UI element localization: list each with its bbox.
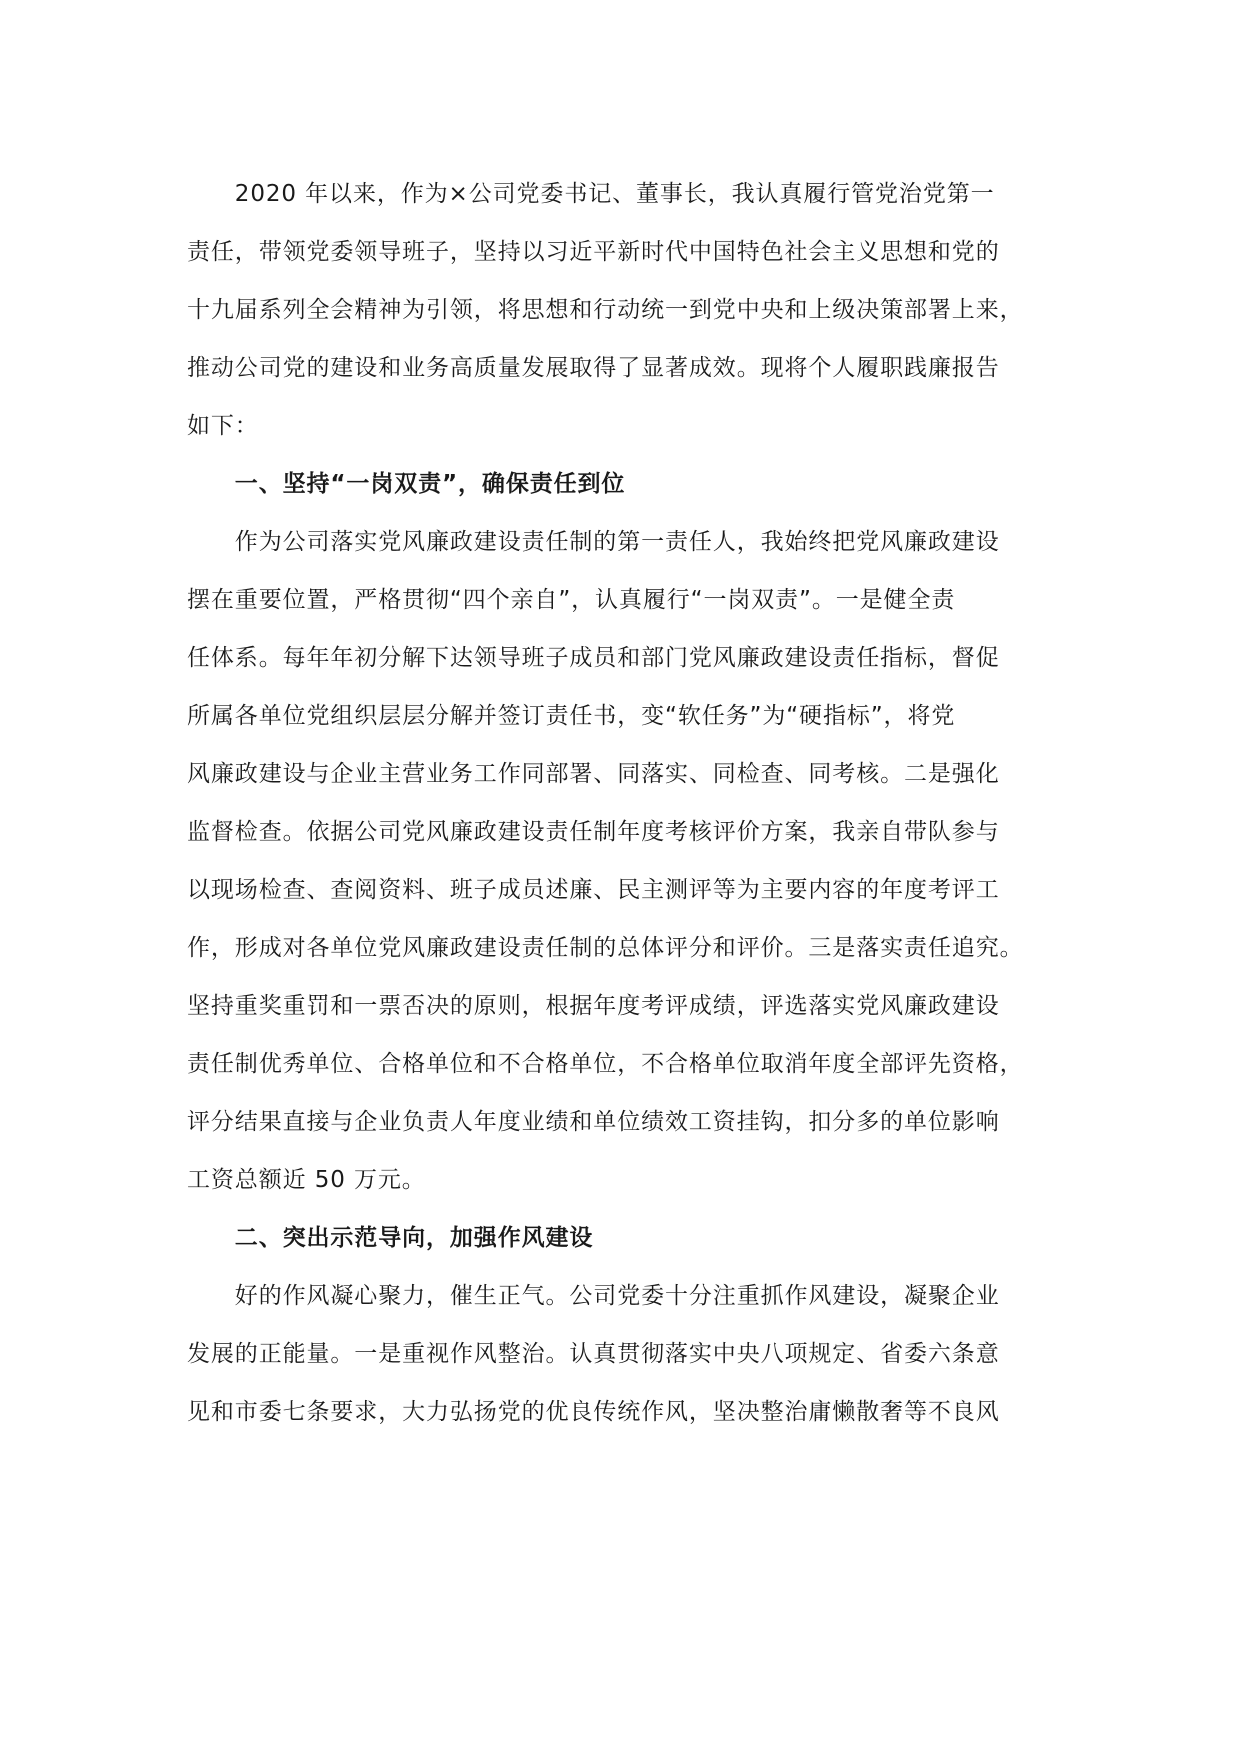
paragraph-line: 作，形成对各单位党风廉政建设责任制的总体评分和评价。三是落实责任追究。 xyxy=(187,935,1024,961)
paragraph-line: 风廉政建设与企业主营业务工作同部署、同落实、同检查、同考核。二是强化 xyxy=(187,761,1000,787)
paragraph-line: 见和市委七条要求，大力弘扬党的优良传统作风，坚决整治庸懒散奢等不良风 xyxy=(187,1399,1000,1425)
section-heading-2: 二、突出示范导向，加强作风建设 xyxy=(187,1225,594,1251)
paragraph-line: 监督检查。依据公司党风廉政建设责任制年度考核评价方案，我亲自带队参与 xyxy=(187,819,1000,845)
paragraph-line: 推动公司党的建设和业务高质量发展取得了显著成效。现将个人履职践廉报告 xyxy=(187,355,1000,381)
paragraph-line: 责任，带领党委领导班子，坚持以习近平新时代中国特色社会主义思想和党的 xyxy=(187,239,1000,265)
paragraph-line: 好的作风凝心聚力，催生正气。公司党委十分注重抓作风建设，凝聚企业 xyxy=(187,1283,1000,1309)
paragraph-line: 如下： xyxy=(187,413,259,439)
paragraph-line: 责任制优秀单位、合格单位和不合格单位，不合格单位取消年度全部评先资格， xyxy=(187,1051,1024,1077)
paragraph-line: 摆在重要位置，严格贯彻“四个亲自”，认真履行“一岗双责”。一是健全责 xyxy=(187,587,956,613)
paragraph-line: 工资总额近 50 万元。 xyxy=(187,1167,426,1193)
section-heading-1: 一、坚持“一岗双责”，确保责任到位 xyxy=(187,471,626,497)
paragraph-line: 十九届系列全会精神为引领，将思想和行动统一到党中央和上级决策部署上来， xyxy=(187,297,1024,323)
paragraph-line: 坚持重奖重罚和一票否决的原则，根据年度考评成绩，评选落实党风廉政建设 xyxy=(187,993,1000,1019)
paragraph-line: 所属各单位党组织层层分解并签订责任书，变“软任务”为“硬指标”，将党 xyxy=(187,703,956,729)
paragraph-line: 任体系。每年年初分解下达领导班子成员和部门党风廉政建设责任指标，督促 xyxy=(187,645,1000,671)
paragraph-line: 作为公司落实党风廉政建设责任制的第一责任人，我始终把党风廉政建设 xyxy=(187,529,1000,555)
paragraph-line: 2020 年以来，作为×公司党委书记、董事长，我认真履行管党治党第一 xyxy=(187,181,995,207)
paragraph-line: 以现场检查、查阅资料、班子成员述廉、民主测评等为主要内容的年度考评工 xyxy=(187,877,1000,903)
paragraph-line: 评分结果直接与企业负责人年度业绩和单位绩效工资挂钩，扣分多的单位影响 xyxy=(187,1109,1000,1135)
paragraph-line: 发展的正能量。一是重视作风整治。认真贯彻落实中央八项规定、省委六条意 xyxy=(187,1341,1000,1367)
